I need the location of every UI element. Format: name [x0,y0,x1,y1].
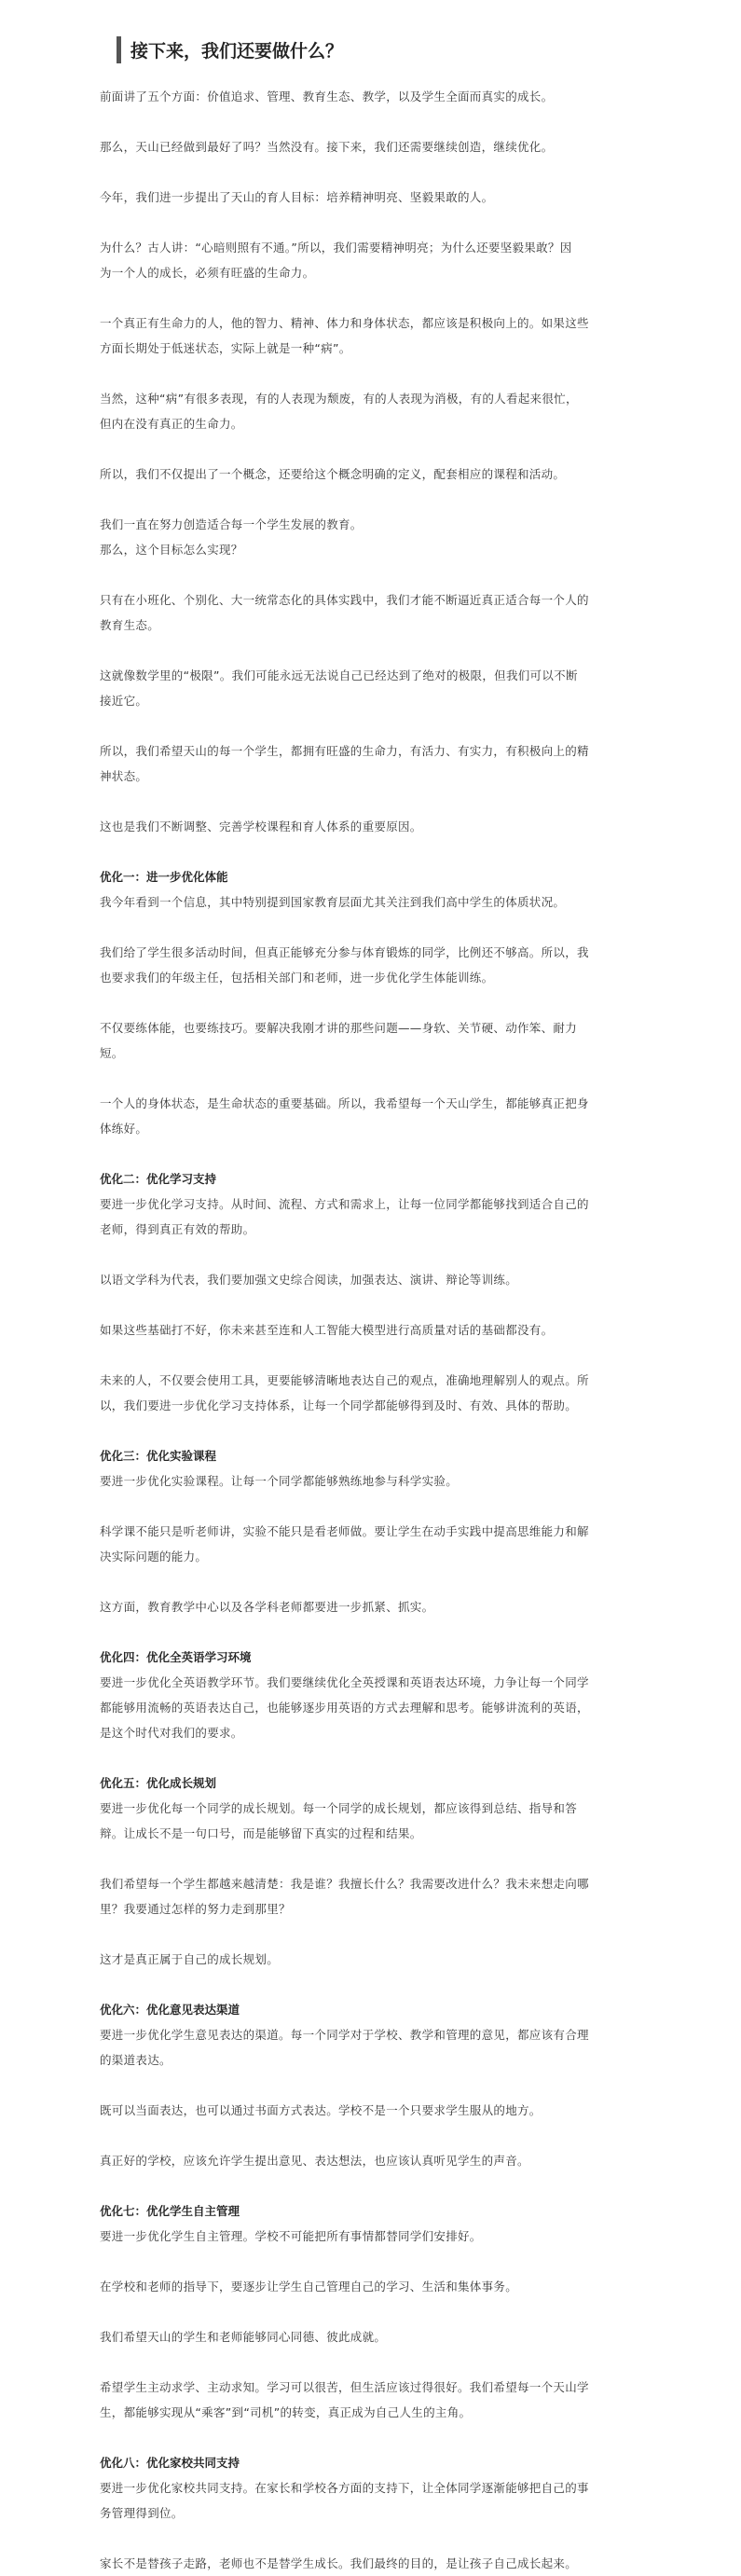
paragraph-line: 要进一步优化每一个同学的成长规划。每一个同学的成长规划，都应该得到总结、指导和答 [100,1801,578,1815]
paragraph-gap [100,1922,665,1947]
paragraph-gap [100,789,665,814]
paragraph-line: 我今年看到一个信息，其中特别提到国家教育层面尤其关注到我们高中学生的体质状况。 [100,895,566,909]
paragraph-line: 这就像数学里的“极限”。我们可能永远无法说自己已经达到了绝对的极限，但我们可以不断 [100,668,578,682]
paragraph-gap [100,487,665,512]
paragraph-line: 既可以当面表达，也可以通过书面方式表达。学校不是一个只要求学生服从的地方。 [100,2103,542,2117]
paragraph-gap [100,713,665,738]
paragraph-gap [100,1972,665,1997]
paragraph-gap [100,1418,665,1443]
paragraph-gap [100,562,665,587]
subheading: 优化六：优化意见表达渠道 [100,2003,240,2017]
paragraph-line: 一个人的身体状态，是生命状态的重要基础。所以，我希望每一个天山学生，都能够真正把身 [100,1096,589,1110]
paragraph-gap [100,638,665,663]
paragraph-line: 教育生态。 [100,618,160,632]
paragraph-line: 那么，天山已经做到最好了吗？当然没有。接下来，我们还需要继续创造，继续优化。 [100,140,554,154]
paragraph-line: 为什么？古人讲：“心暗则照有不通。”所以，我们需要精神明亮；为什么还要坚毅果敢？因 [100,241,572,255]
paragraph-line: 要进一步优化全英语教学环节。我们要继续优化全英授课和英语表达环境，力争让每一个同学 [100,1675,589,1689]
paragraph-line: 的渠道表达。 [100,2053,172,2067]
paragraph-line: 要进一步优化学生自主管理。学校不可能把所有事情都替同学们安排好。 [100,2229,482,2243]
paragraph-line: 但内在没有真正的生命力。 [100,417,243,431]
paragraph-line: 里？我要通过怎样的努力走到那里？ [100,1902,291,1916]
paragraph-gap [100,2123,665,2148]
paragraph-gap [100,2299,665,2324]
paragraph-line: 都能够用流畅的英语表达自己，也能够逐步用英语的方式去理解和思考。能够讲流利的英语， [100,1701,589,1715]
paragraph-line: 当然，这种“病”有很多表现，有的人表现为颓废，有的人表现为消极，有的人看起来很忙， [100,392,578,406]
paragraph-gap [100,1343,665,1368]
paragraph-line: 要进一步优化家校共同支持。在家长和学校各方面的支持下，让全体同学逐渐能够把自己的事 [100,2481,589,2495]
paragraph-gap [100,1619,665,1645]
paragraph-gap [100,1066,665,1091]
paragraph-line: 这也是我们不断调整、完善学校课程和育人体系的重要原因。 [100,820,422,833]
paragraph-gap [100,159,665,185]
paragraph-gap [100,2425,665,2450]
paragraph-line: 真正好的学校，应该允许学生提出意见、表达想法，也应该认真听见学生的声音。 [100,2154,529,2168]
paragraph-line: 这方面，教育教学中心以及各学科老师都要进一步抓紧、抓实。 [100,1600,434,1614]
paragraph-gap [100,1494,665,1519]
paragraph-gap [100,436,665,461]
paragraph-line: 是这个时代对我们的要求。 [100,1726,243,1740]
paragraph-line: 这才是真正属于自己的成长规划。 [100,1952,280,1966]
paragraph-line: 所以，我们不仅提出了一个概念，还要给这个概念明确的定义，配套相应的课程和活动。 [100,467,566,481]
paragraph-gap [100,2249,665,2274]
paragraph-gap [100,2173,665,2198]
paragraph-gap [100,2073,665,2098]
paragraph-gap [100,1242,665,1267]
paragraph-line: 辩。让成长不是一句口号，而是能够留下真实的过程和结果。 [100,1826,422,1840]
paragraph-line: 只有在小班化、个别化、大一统常态化的具体实践中，我们才能不断逼近真正适合每一个人的 [100,593,589,607]
paragraph-line: 我们希望天山的学生和老师能够同心同德、彼此成就。 [100,2330,387,2344]
subheading: 优化四：优化全英语学习环境 [100,1650,252,1664]
paragraph-line: 生，都能够实现从“乘客”到“司机”的转变，真正成为自己人生的主角。 [100,2405,472,2419]
paragraph-line: 短。 [100,1046,124,1060]
paragraph-line: 也要求我们的年级主任，包括相关部门和老师，进一步优化学生体能训练。 [100,971,494,985]
subheading: 优化一：进一步优化体能 [100,870,228,884]
paragraph-line: 务管理得到位。 [100,2506,184,2520]
paragraph-gap [100,2526,665,2551]
paragraph-line: 我们给了学生很多活动时间，但真正能够充分参与体育锻炼的同学，比例还不够高。所以，我 [100,945,589,959]
paragraph-gap [100,1292,665,1317]
subheading: 优化五：优化成长规划 [100,1776,217,1790]
paragraph-line: 不仅要练体能，也要练技巧。要解决我刚才讲的那些问题——身软、关节硬、动作笨、耐力 [100,1021,578,1035]
heading-accent-bar [117,36,121,63]
paragraph-line: 体练好。 [100,1122,148,1136]
paragraph-gap [100,109,665,134]
paragraph-line: 科学课不能只是听老师讲，实验不能只是看老师做。要让学生在动手实践中提高思维能力和解 [100,1524,589,1538]
paragraph-line: 在学校和老师的指导下，要逐步让学生自己管理自己的学习、生活和集体事务。 [100,2280,518,2294]
paragraph-line: 要进一步优化学习支持。从时间、流程、方式和需求上，让每一位同学都能够找到适合自己的 [100,1197,589,1211]
paragraph-line: 我们一直在努力创造适合每一个学生发展的教育。 [100,517,363,531]
paragraph-line: 为一个人的成长，必须有旺盛的生命力。 [100,266,315,280]
paragraph-line: 以，我们要进一步优化学习支持体系，让每一个同学都能够得到及时、有效、具体的帮助。 [100,1398,578,1412]
paragraph-line: 神状态。 [100,769,148,783]
paragraph-gap [100,1745,665,1770]
paragraph-line: 决实际问题的能力。 [100,1550,208,1564]
heading-title: 接下来，我们还要做什么？ [130,40,344,62]
paragraph-line: 前面讲了五个方面：价值追求、管理、教育生态、教学，以及学生全面而真实的成长。 [100,90,554,103]
paragraph-line: 我们希望每一个学生都越来越清楚：我是谁？我擅长什么？我需要改进什么？我未来想走向哪 [100,1877,589,1891]
paragraph-line: 一个真正有生命力的人，他的智力、精神、体力和身体状态，都应该是积极向上的。如果这些 [100,316,589,330]
paragraph-gap [100,1569,665,1594]
paragraph-gap [100,1846,665,1871]
paragraph-gap [100,1141,665,1166]
paragraph-line: 今年，我们进一步提出了天山的育人目标：培养精神明亮、坚毅果敢的人。 [100,190,494,204]
paragraph-gap [100,839,665,864]
paragraph-gap [100,915,665,940]
section-heading [117,35,665,63]
paragraph-line: 要进一步优化实验课程。让每一个同学都能够熟练地参与科学实验。 [100,1474,459,1488]
paragraph-gap [100,210,665,235]
paragraph-gap [100,990,665,1015]
paragraph-line: 家长不是替孩子走路，老师也不是替学生成长。我们最终的目的，是让孩子自己成长起来。 [100,2556,578,2570]
paragraph-line: 那么，这个目标怎么实现？ [100,543,243,557]
subheading: 优化三：优化实验课程 [100,1449,217,1463]
paragraph-gap [100,285,665,310]
paragraph-line: 希望学生主动求学、主动求知。学习可以很苦，但生活应该过得很好。我们希望每一个天山学 [100,2380,589,2394]
paragraph-line: 以语文学科为代表，我们要加强文史综合阅读，加强表达、演讲、辩论等训练。 [100,1273,518,1287]
paragraph-line: 要进一步优化学生意见表达的渠道。每一个同学对于学校、教学和管理的意见，都应该有合理 [100,2028,589,2042]
paragraph-line: 所以，我们希望天山的每一个学生，都拥有旺盛的生命力，有活力、有实力，有积极向上的精 [100,744,589,758]
paragraph-line: 如果这些基础打不好，你未来甚至连和人工智能大模型进行高质量对话的基础都没有。 [100,1323,554,1337]
paragraph-gap [100,2349,665,2375]
paragraph-line: 方面长期处于低迷状态，实际上就是一种“病”。 [100,341,351,355]
article-body [100,84,665,2576]
paragraph-line: 老师，得到真正有效的帮助。 [100,1222,255,1236]
subheading: 优化二：优化学习支持 [100,1172,217,1186]
subheading: 优化七：优化学生自主管理 [100,2204,240,2218]
paragraph-line: 接近它。 [100,694,148,708]
paragraph-line: 未来的人，不仅要会使用工具，更要能够清晰地表达自己的观点，准确地理解别人的观点。所 [100,1373,589,1387]
paragraph-gap [100,361,665,386]
subheading: 优化八：优化家校共同支持 [100,2456,240,2470]
